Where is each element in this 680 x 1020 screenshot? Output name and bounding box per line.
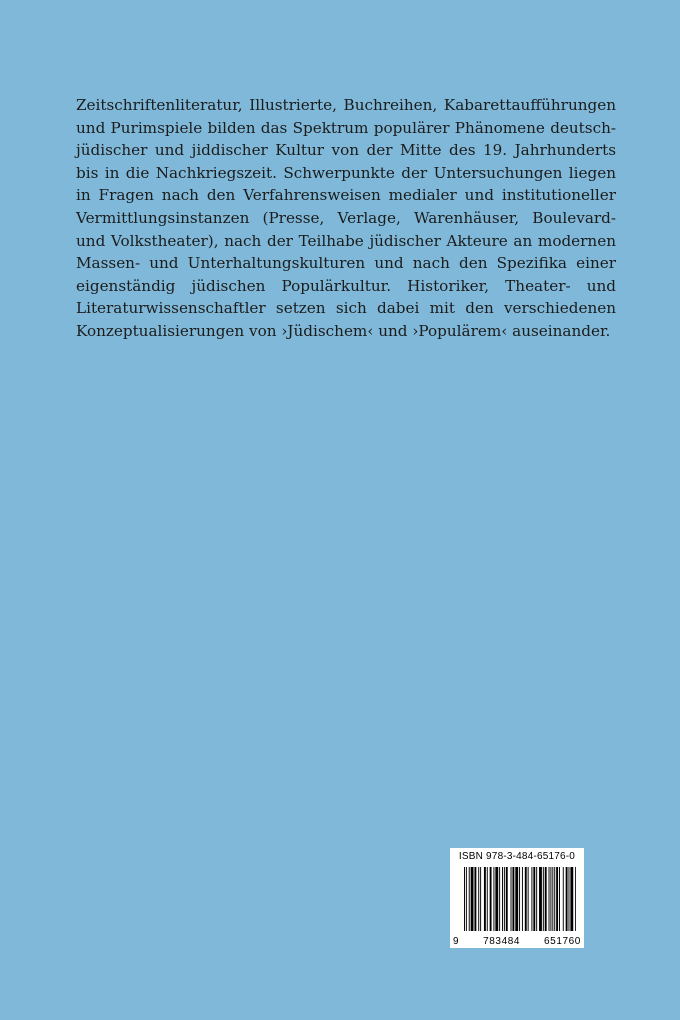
barcode-bar [575, 867, 576, 931]
barcode-bar [474, 867, 476, 931]
barcode-bar [490, 867, 492, 931]
barcode-digits-right: 651760 [544, 936, 581, 947]
barcode-bar [519, 867, 520, 931]
barcode-bar [528, 867, 529, 931]
barcode-bar [506, 867, 508, 931]
barcode-bars [464, 867, 576, 931]
barcode-digits-left: 783484 [483, 936, 521, 947]
barcode-digit-lead: 9 [453, 936, 460, 947]
barcode-bar [545, 867, 547, 931]
barcode-bar [471, 867, 474, 931]
barcode-bar [484, 867, 486, 931]
barcode-bar [499, 867, 500, 931]
barcode-bar [487, 867, 488, 931]
barcode-bar [549, 867, 550, 931]
barcode-bar [531, 867, 532, 931]
barcode-digits [453, 936, 581, 947]
barcode-bar [539, 867, 542, 931]
barcode-bar [563, 867, 564, 931]
isbn-label: ISBN 978-3-484-65176-0 [458, 851, 576, 862]
barcode-bar [569, 867, 570, 931]
barcode-bar [566, 867, 568, 931]
barcode-bar [464, 867, 465, 931]
barcode-bar [550, 867, 551, 931]
barcode-bar [522, 867, 523, 931]
barcode-bar [512, 867, 514, 931]
barcode-bar [466, 867, 467, 931]
barcode-bar [552, 867, 553, 931]
barcode-bar [536, 867, 537, 931]
barcode-bar [495, 867, 498, 931]
barcode-bar [570, 867, 573, 931]
barcode-bar [554, 867, 555, 931]
barcode-bar [533, 867, 535, 931]
barcode-bar [504, 867, 505, 931]
barcode-bar [559, 867, 560, 931]
barcode-bar [543, 867, 544, 931]
barcode-bar [478, 867, 479, 931]
barcode-bar [525, 867, 527, 931]
barcode-bar [469, 867, 470, 931]
barcode-bar [515, 867, 518, 931]
blurb-text: Zeitschriftenliteratur, Illustrierte, Buchreihen, Kabarettaufführungen und Purimspiele bilden das Spektrum populärer Phänomene deutsch-jüdischer und jiddischer Kultur von der Mitte des 19. Jahrhunderts bis in die Nachkriegszeit. Schwerpunkte der Untersuchungen liegen in Fragen nach den Verfahrensweisen medialer und institutioneller Vermittlungsinstanzen (Presse, Verlage, Warenhäuser, Boulevard- und Volkstheater), nach der Teilhabe jüdischer Akteure an modernen Massen- und Unterhaltungskulturen und nach den Spezifika einer eigenständig jüdischen Populärkultur. Historiker, Theater- und Literaturwissenschaftler setzen sich dabei mit den verschiedenen Konzeptualisierungen von ›Jüdischem‹ und ›Populärem‹ auseinander. [76, 96, 616, 340]
isbn-barcode [450, 848, 584, 948]
barcode-bar [556, 867, 558, 931]
barcode-bar [493, 867, 494, 931]
barcode-bar [511, 867, 512, 931]
barcode-bar [502, 867, 503, 931]
barcode-bar [480, 867, 481, 931]
